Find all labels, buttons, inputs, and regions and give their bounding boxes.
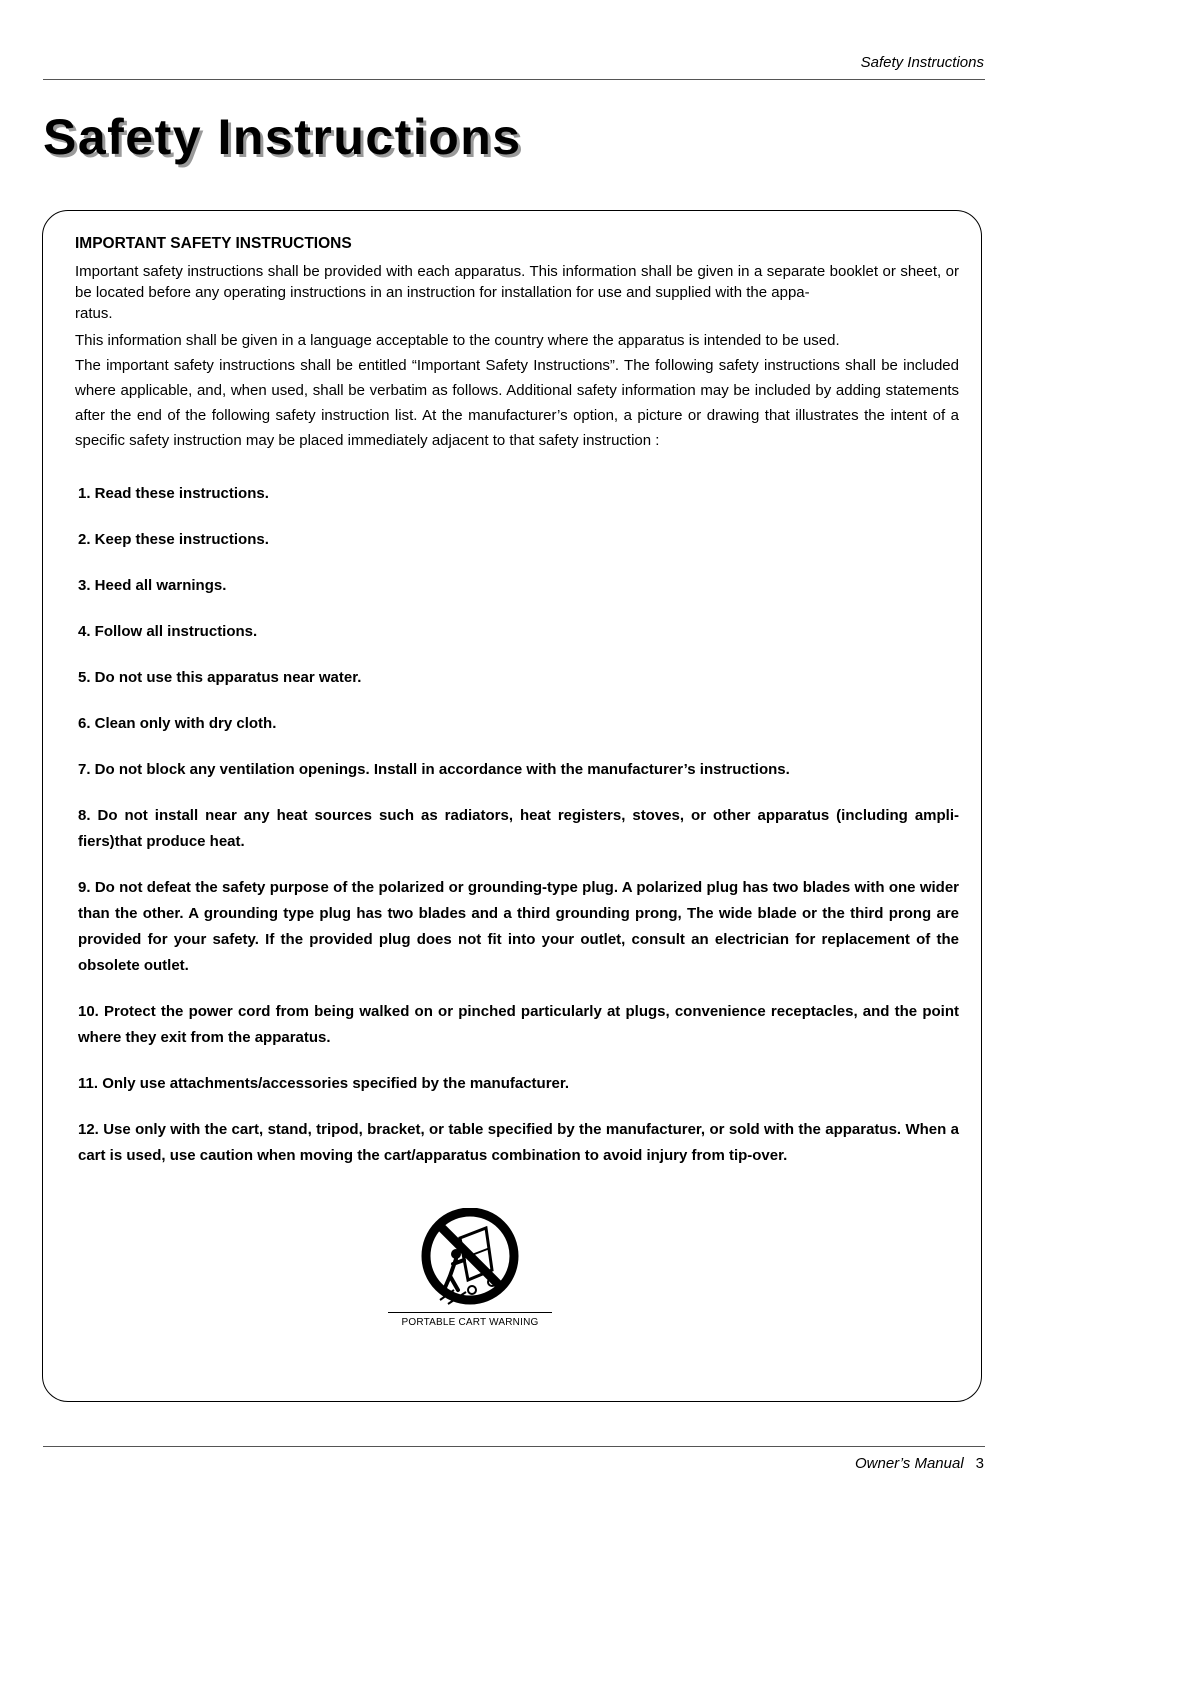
- instruction-list: [78, 481, 959, 1169]
- intro-section: [75, 235, 959, 453]
- intro-paragraph-1: Important safety instructions shall be provided with each apparatus. This information shall be given in a separate booklet or sheet, or be located before any operating instructions in an instruction for installation for use and supplied with the appa-: [75, 263, 959, 301]
- instruction-item: 6. Clean only with dry cloth.: [78, 715, 277, 732]
- instruction-item: 4. Follow all instructions.: [78, 623, 258, 640]
- instruction-item: 8. Do not install near any heat sources such as radiators, heat registers, stoves, or other apparatus (including ampli- fiers)that produce heat.: [78, 807, 959, 850]
- instruction-item: 2. Keep these instructions.: [78, 531, 269, 548]
- page-number: 3: [975, 1455, 984, 1472]
- instruction-item: 3. Heed all warnings.: [78, 577, 227, 594]
- instructions-content: [75, 235, 959, 1189]
- figure-rule: [388, 1312, 552, 1313]
- intro-paragraph-1-end: ratus.: [75, 305, 113, 322]
- instruction-item: 12. Use only with the cart, stand, tripod, bracket, or table specified by the manufacturer, or sold with the apparatus. When a cart is used, use caution when moving the cart/apparatus combination to avoid injury from tip-over.: [78, 1121, 959, 1164]
- instruction-item: 10. Protect the power cord from being walked on or pinched particularly at plugs, convenience receptacles, and the point where they exit from the apparatus.: [78, 1003, 959, 1046]
- figure-caption: PORTABLE CART WARNING: [401, 1317, 539, 1328]
- instruction-item: 5. Do not use this apparatus near water.: [78, 669, 362, 686]
- instruction-item: 11. Only use attachments/accessories specified by the manufacturer.: [78, 1075, 570, 1092]
- intro-paragraph-3: The important safety instructions shall be entitled “Important Safety Instructions”. The following safety instructions shall be included where applicable, and, when used, shall be verbatim as follows. Additional safety information may be included by adding statements after the end of the following safety instruction list. At the manufacturer’s option, a picture or drawing that illustrates the intent of a specific safety instruction may be placed immediately adjacent to that safety instruction :: [75, 357, 959, 449]
- header-rule: [43, 79, 985, 80]
- intro-heading: IMPORTANT SAFETY INSTRUCTIONS: [75, 235, 352, 252]
- portable-cart-figure: [388, 1208, 552, 1328]
- instruction-item: 9. Do not defeat the safety purpose of the polarized or grounding-type plug. A polarized plug has two blades with one wider than the other. A grounding type plug has two blades and a third grounding prong, The wide blade or the third prong are provided for your safety. If the provided plug does not fit into your outlet, consult an electrician for replacement of the obsolete outlet.: [78, 879, 959, 974]
- instruction-item: 1. Read these instructions.: [78, 485, 269, 502]
- page-title: Safety Instructions: [43, 109, 522, 165]
- instruction-item: 7. Do not block any ventilation openings. Install in accordance with the manufacturer’s instructions.: [78, 761, 790, 778]
- cart-tipover-warning-icon: [420, 1208, 520, 1312]
- page-footer: [855, 1455, 984, 1472]
- intro-paragraph-2: This information shall be given in a language acceptable to the country where the apparatus is intended to be used.: [75, 332, 840, 349]
- footer-label: Owner’s Manual: [854, 1455, 964, 1472]
- running-header: Safety Instructions: [860, 54, 984, 71]
- footer-rule: [43, 1446, 985, 1447]
